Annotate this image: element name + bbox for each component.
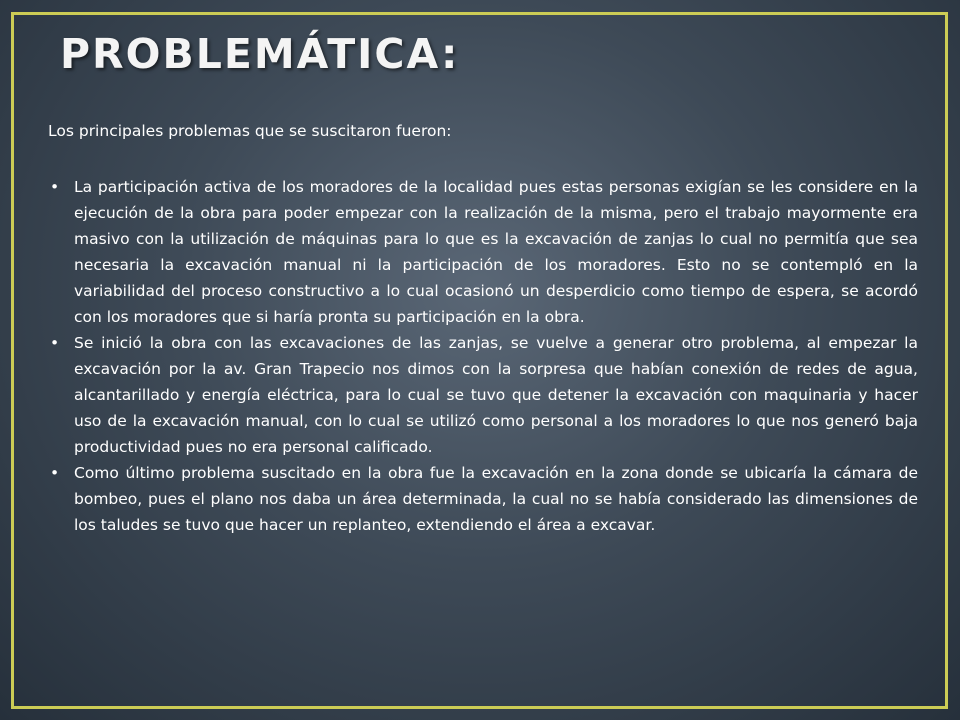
list-item [48, 174, 918, 330]
list-item-text: La participación activa de los moradores de la localidad pues estas personas exigían se les considere en la ejecución de la obra para poder empezar con la realización de la misma, pero el trabajo mayormente era masivo con la utilización de máquinas para lo que es la excavación de zanjas lo cual no permitía que sea necesaria la excavación manual ni la participación de los moradores. Esto no se contempló en la variabilidad del proceso constructivo a lo cual ocasionó un desperdicio como tiempo de espera, se acordó con los moradores que si haría pronta su participación en la obra. [74, 178, 918, 326]
problem-list [48, 174, 918, 538]
bullet-icon: • [50, 178, 60, 196]
list-item-text: Como último problema suscitado en la obra fue la excavación en la zona donde se ubicaría la cámara de bombeo, pues el plano nos daba un área determinada, la cual no se había considerado las dimensiones de los taludes se tuvo que hacer un replanteo, extendiendo el área a excavar. [74, 464, 918, 534]
bullet-icon: • [50, 334, 60, 352]
list-item [48, 460, 918, 538]
list-item-text: Se inició la obra con las excavaciones de las zanjas, se vuelve a generar otro problema, al empezar la excavación por la av. Gran Trapecio nos dimos con la sorpresa que habían conexión de redes de agua, alcantarillado y energía eléctrica, para lo cual se tuvo que detener la excavación con maquinaria y hacer uso de la excavación manual, con lo cual se utilizó como personal a los moradores lo que nos generó baja productividad pues no era personal calificado. [74, 334, 918, 456]
list-item [48, 330, 918, 460]
slide-title: PROBLEMÁTICA: [60, 30, 460, 78]
intro-text: Los principales problemas que se suscitaron fueron: [48, 122, 452, 140]
bullet-icon: • [50, 464, 60, 482]
